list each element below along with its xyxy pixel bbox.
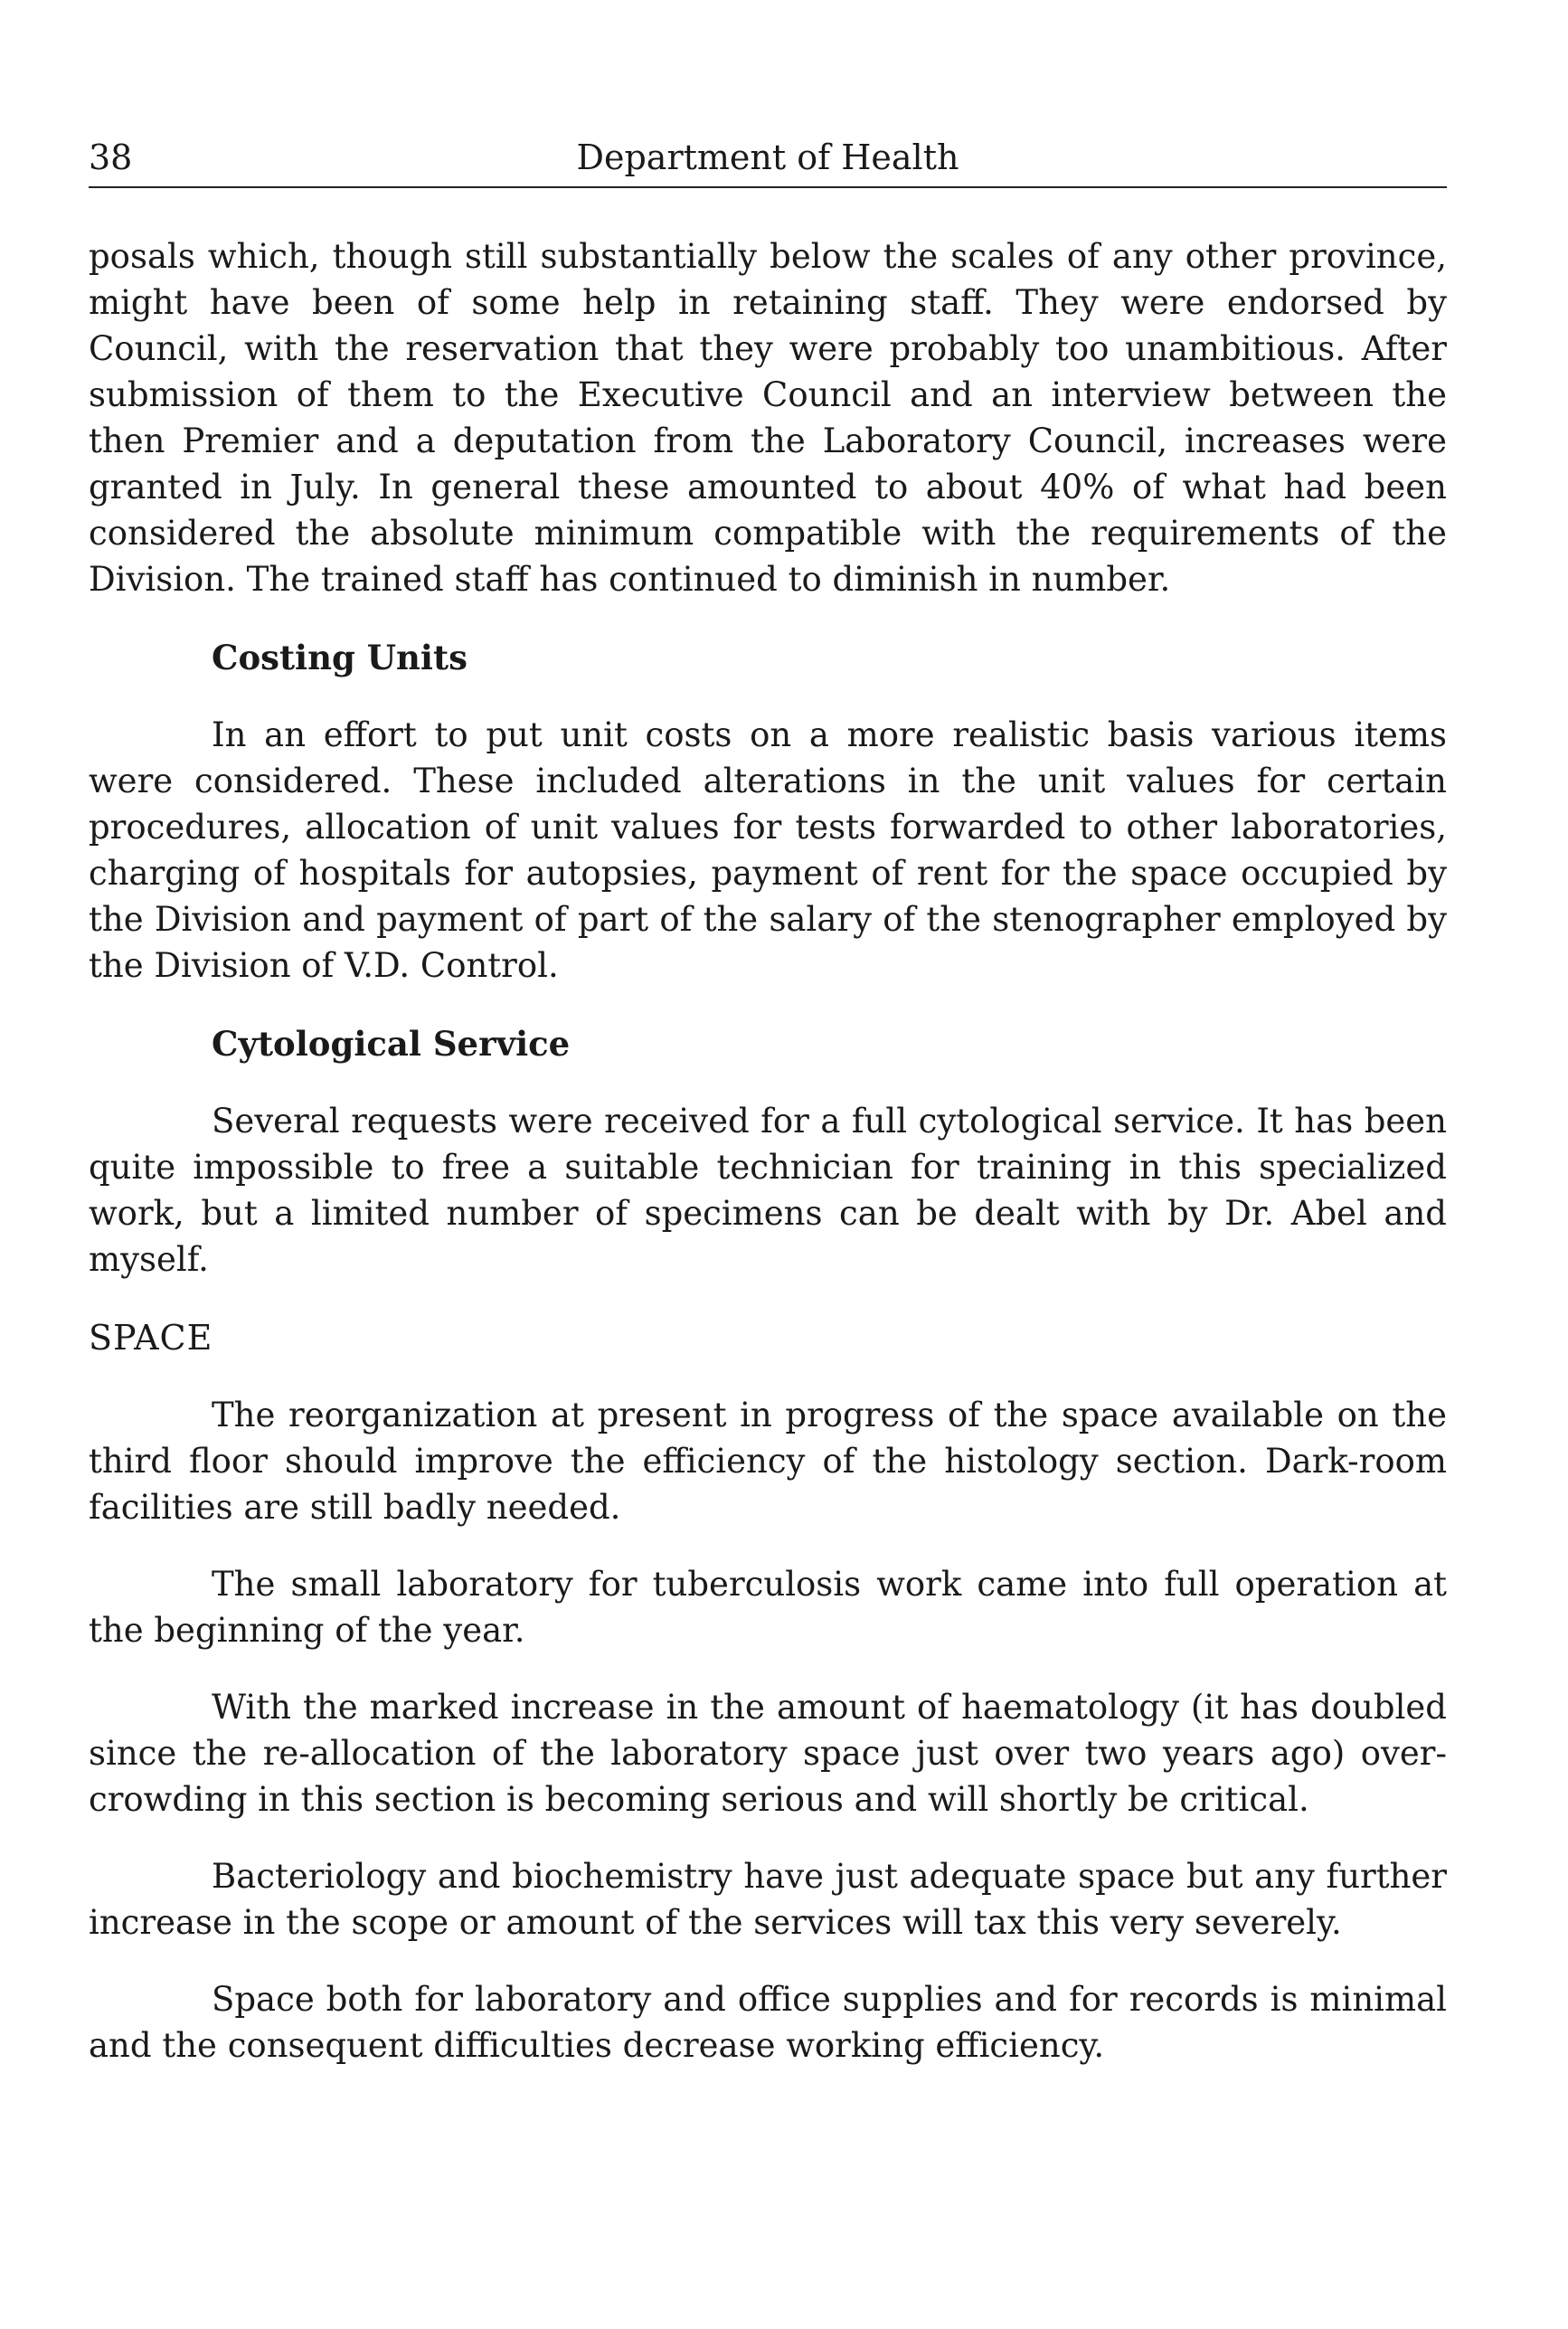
running-header bbox=[89, 136, 1447, 188]
paragraph-cytological-service: Several requests were received for a full cytological service. It has been quite impossible to free a suitable technician for training in this specialized work, but a limited number of specimens can be dealt with by Dr. Abel and myself. bbox=[89, 1102, 1447, 1279]
heading-costing-units: Costing Units bbox=[212, 638, 468, 677]
document-page bbox=[89, 136, 1447, 2069]
page-number: 38 bbox=[89, 137, 133, 177]
paragraph-space-haematology: With the marked increase in the amount of haematology (it has doubled since the re-allocation of the laboratory space just over two years ago) over-crowding in this section is becoming serious and will shortly be critical. bbox=[89, 1688, 1447, 1819]
paragraph-costing-units: In an effort to put unit costs on a more realistic basis various items were considered. These included alterations in the unit values for certain procedures, allocation of unit values for tests forwarded to other laboratories, charging of hospitals for autopsies, payment of rent for the space occupied by the Division and payment of part of the salary of the stenographer employed by the Division of V.D. Control. bbox=[89, 715, 1447, 985]
heading-cytological-service: Cytological Service bbox=[212, 1024, 571, 1064]
heading-space: SPACE bbox=[89, 1318, 213, 1358]
paragraph-staff-proposals: posals which, though still substantially below the scales of any other province, might have been of some help in retaining staff. They were endorsed by Council, with the reservation that they were probably too unambitious. After submission of them to the Executive Council and an interview between the then Premier and a deputation from the Laboratory Council, increases were granted in July. In general these amounted to about 40% of what had been considered the absolute minimum compatible with the requirements of the Division. The trained staff has continued to diminish in number. bbox=[89, 237, 1447, 599]
paragraph-space-bacteriology: Bacteriology and biochemistry have just adequate space but any further increase in the scope or amount of the services will tax this very severely. bbox=[89, 1857, 1447, 1942]
paragraph-space-third-floor: The reorganization at present in progress of the space available on the third floor should improve the efficiency of the histology section. Dark-room facilities are still badly needed. bbox=[89, 1396, 1447, 1527]
document-body bbox=[89, 233, 1447, 2069]
running-title: Department of Health bbox=[576, 137, 959, 177]
paragraph-space-tuberculosis: The small laboratory for tuberculosis work came into full operation at the beginning of the year. bbox=[89, 1565, 1447, 1650]
paragraph-space-supplies: Space both for laboratory and office supplies and for records is minimal and the consequent difficulties decrease working efficiency. bbox=[89, 1980, 1447, 2065]
